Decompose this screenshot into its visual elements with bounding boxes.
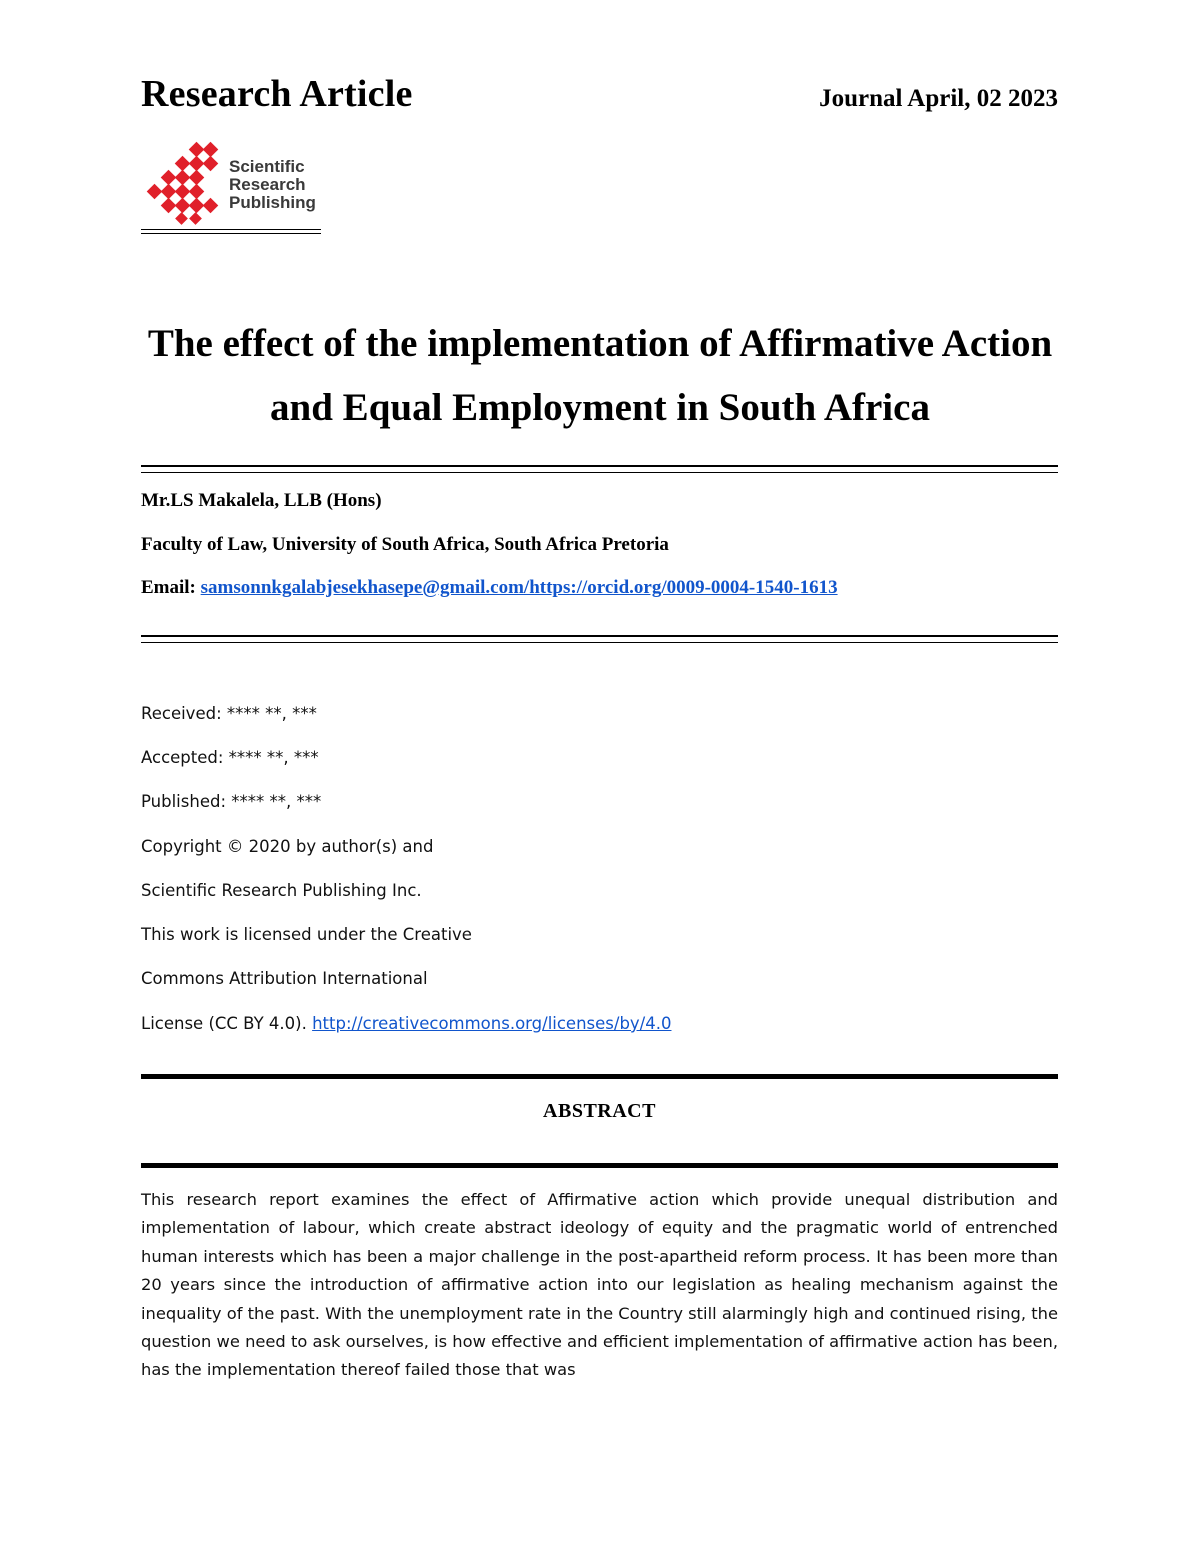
license-line-3: [141, 1014, 671, 1033]
journal-date: Journal April, 02 2023: [819, 85, 1058, 112]
email-label: Email:: [141, 577, 196, 598]
received-date: Received: **** **, ***: [141, 704, 317, 723]
publisher-logo-icon: [141, 140, 221, 226]
license-link[interactable]: http://creativecommons.org/licenses/by/4.0: [312, 1014, 672, 1033]
author-name: Mr.LS Makalela, LLB (Hons): [141, 490, 382, 511]
title-line-2: and Equal Employment in South Africa: [270, 386, 930, 429]
email-link[interactable]: samsonnkgalabjesekhasepe@gmail.com/https://orcid.org/0009-0004-1540-1613: [200, 577, 838, 598]
license-line-1: This work is licensed under the Creative: [141, 925, 472, 944]
abstract-top-rule: [141, 1074, 1058, 1079]
published-date: Published: **** **, ***: [141, 792, 322, 811]
accepted-date: Accepted: **** **, ***: [141, 748, 319, 767]
logo-line-2: Research: [229, 175, 306, 194]
publisher-logo-text: [229, 158, 316, 212]
title-divider: [141, 465, 1058, 473]
logo-underline-2: [141, 233, 321, 234]
author-email: [141, 577, 838, 599]
logo-underline: [141, 229, 321, 230]
abstract-heading: ABSTRACT: [543, 1100, 656, 1122]
copyright-line-2: Scientific Research Publishing Inc.: [141, 881, 422, 900]
paper-title: [100, 312, 1100, 440]
abstract-body: This research report examines the effect of Affirmative action which provide unequal distribution and implementation of labour, which create abstract ideology of equity and the pragmatic world of entrenched human interests which has been a major challenge in the post-apartheid reform process. It has been more than 20 years since the introduction of affirmative action into our legislation as healing mechanism against the inequality of the past. With the unemployment rate in the Country still alarmingly high and continued rising, the question we need to ask ourselves, is how effective and efficient implementation of affirmative action has been, has the implementation thereof failed those that was: [141, 1190, 1058, 1380]
author-affiliation: Faculty of Law, University of South Africa, South Africa Pretoria: [141, 534, 669, 555]
logo-line-3: Publishing: [229, 193, 316, 212]
license-prefix: License (CC BY 4.0).: [141, 1014, 307, 1033]
author-divider: [141, 635, 1058, 643]
logo-line-1: Scientific: [229, 157, 305, 176]
license-line-2: Commons Attribution International: [141, 969, 428, 988]
copyright-line-1: Copyright © 2020 by author(s) and: [141, 837, 434, 856]
article-type-heading: Research Article: [141, 73, 413, 115]
publisher-logo: [141, 140, 331, 226]
title-line-1: The effect of the implementation of Affirmative Action: [147, 322, 1053, 365]
abstract-bottom-rule: [141, 1163, 1058, 1168]
